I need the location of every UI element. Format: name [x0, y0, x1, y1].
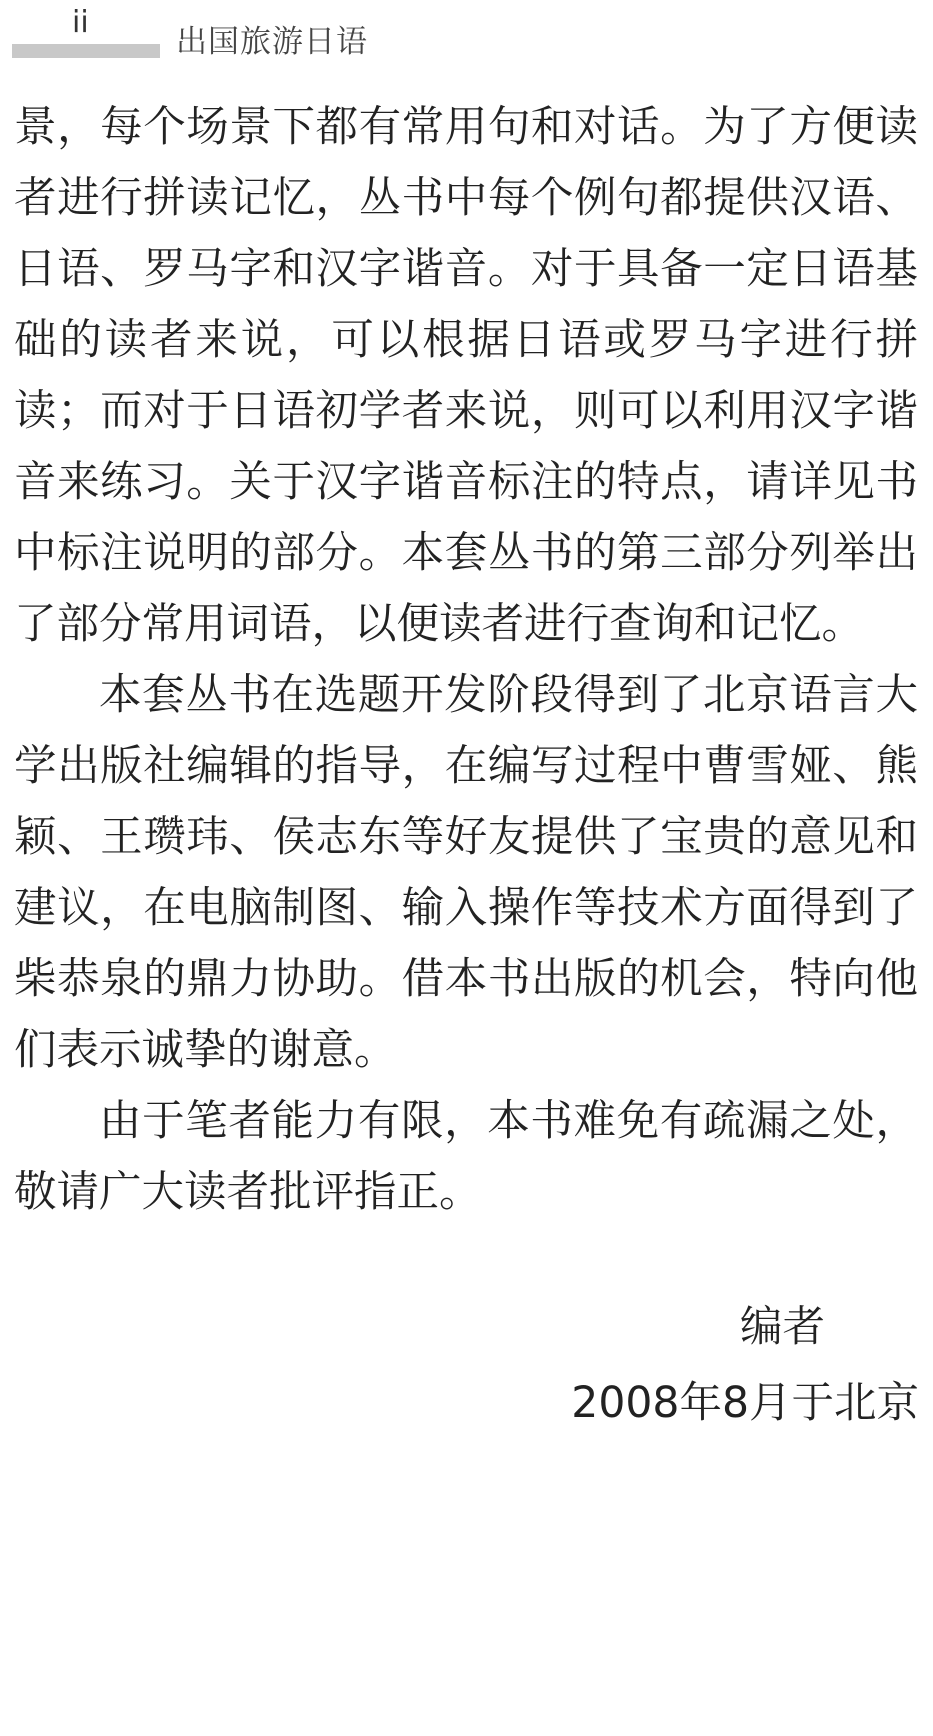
- paragraph-apology: 由于笔者能力有限，本书难免有疏漏之处，敬请广大读者批评指正。: [14, 1097, 918, 1217]
- signature-block: [571, 1290, 919, 1442]
- page-header: [0, 0, 933, 70]
- running-title: 出国旅游日语: [176, 24, 368, 60]
- paragraph-acknowledgement: 本套丛书在选题开发阶段得到了北京语言大学出版社编辑的指导，在编写过程中曹雪娅、熊颖、王瓒玮、侯志东等好友提供了宝贵的意见和建议，在电脑制图、输入操作等技术方面得到了柴恭泉的鼎力协助。借本书出版的机会，特向他们表示诚挚的谢意。: [14, 671, 918, 1075]
- body-text: [14, 92, 918, 1228]
- paragraph-continued: 景，每个场景下都有常用句和对话。为了方便读者进行拼读记忆，丛书中每个例句都提供汉语、日语、罗马字和汉字谐音。对于具备一定日语基础的读者来说，可以根据日语或罗马字进行拼读；而对于日语初学者来说，则可以利用汉字谐音来练习。关于汉字谐音标注的特点，请详见书中标注说明的部分。本套丛书的第三部分列举出了部分常用词语，以便读者进行查询和记忆。: [14, 103, 918, 649]
- header-rule: [12, 44, 160, 58]
- page-number: ii: [72, 5, 89, 40]
- signature-date: 2008年8月于北京: [571, 1379, 919, 1428]
- signature-author: 编者: [739, 1303, 825, 1352]
